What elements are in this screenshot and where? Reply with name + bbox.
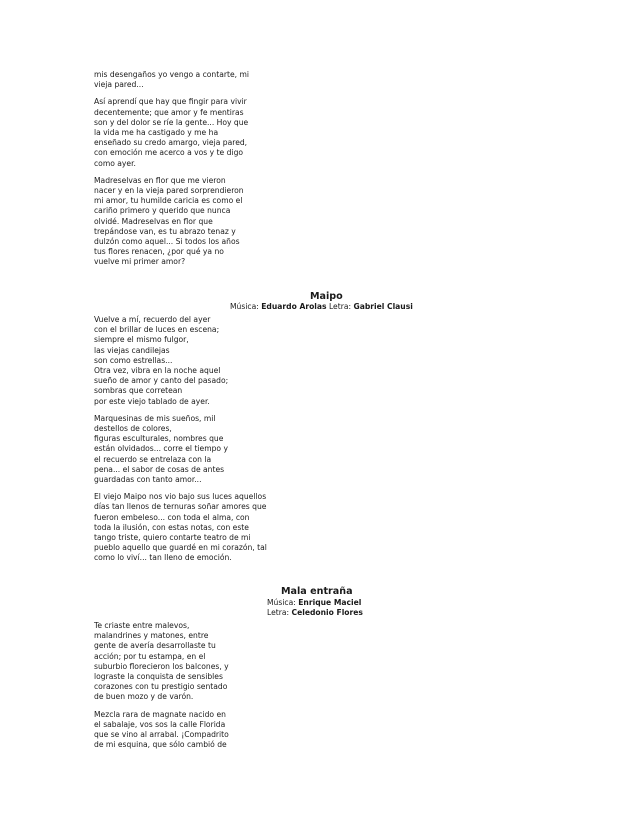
- music-label: Música:: [267, 598, 296, 607]
- lyrics-paragraph: Así aprendí que hay que fingir para vivir decentemente; que amor y fe mentiras son y del dolor se ríe la gente... Hoy que la vida me ha castigado y me ha enseñado su credo amargo, vieja pared, con emoción me acerco a vos y te digo como ayer.: [94, 97, 249, 168]
- maipo-lyrics: [94, 315, 294, 571]
- song-credits-maipo: [230, 302, 413, 312]
- lyrics-paragraph: Te criaste entre malevos, malandrines y matones, entre gente de avería desarrollaste tu acción; por tu estampa, en el suburbio florecieron los balcones, y lograste la conquista de sensibles corazones con tu prestigio sentado de buen mozo y de varón.: [94, 621, 229, 702]
- lyrics-label: Letra:: [328, 302, 352, 311]
- music-author: Eduardo Arolas: [261, 302, 327, 311]
- lyrics-paragraph: El viejo Maipo nos vio bajo sus luces aquellos días tan llenos de ternuras soñar amores que fueron embeleso... con toda el alma, con toda la ilusión, con estas notas, con este tango triste, quiero contarte teatro de mi pueblo aquello que guardé en mi corazón, tal como lo viví... tan lleno de emoción.: [94, 492, 267, 563]
- song-title-mala-entrana: Mala entraña: [281, 586, 353, 597]
- madreselvas-lyrics-continued: [94, 70, 294, 275]
- lyrics-author: Celedonio Flores: [291, 608, 363, 618]
- lyrics-paragraph: Madreselvas en flor que me vieron nacer y en la vieja pared sorprendieron mi amor, tu humilde caricia es como el cariño primero y querido que nunca olvidé. Madreselvas en flor que trepándose van, es tu abrazo tenaz y dulzón como aquel... Si todos los años tus flores renacen, ¿por qué ya no vuelve mi primer amor?: [94, 175, 244, 267]
- lyrics-paragraph: mis desengaños yo vengo a contarte, mi vieja pared...: [94, 70, 249, 90]
- song-credits-mala-entrana: [267, 598, 363, 618]
- lyrics-paragraph: Vuelve a mí, recuerdo del ayer con el brillar de luces en escena; siempre el mismo fulgor, las viejas candilejas son como estrellas... Otra vez, vibra en la noche aquel sueño de amor y canto del pasado; sombras que corretean por este viejo tablado de ayer.: [94, 315, 229, 406]
- mala-entrana-lyrics: [94, 621, 294, 757]
- lyrics-paragraph: Marquesinas de mis sueños, mil destellos de colores, figuras esculturales, nombres que están olvidados... corre el tiempo y el recuerdo se entrelaza con la pena... el sabor de cosas de antes guardadas con tanto amor...: [94, 413, 228, 485]
- music-author: Enrique Maciel: [298, 598, 362, 607]
- song-title-maipo: Maipo: [310, 291, 343, 302]
- lyrics-label: Letra:: [267, 608, 290, 618]
- lyrics-author: Gabriel Clausi: [353, 302, 413, 311]
- music-label: Música:: [230, 302, 259, 311]
- lyrics-paragraph: Mezcla rara de magnate nacido en el sabalaje, vos sos la calle Florida que se vino al arrabal. ¡Compadrito de mi esquina, que sólo cambió de: [94, 709, 229, 750]
